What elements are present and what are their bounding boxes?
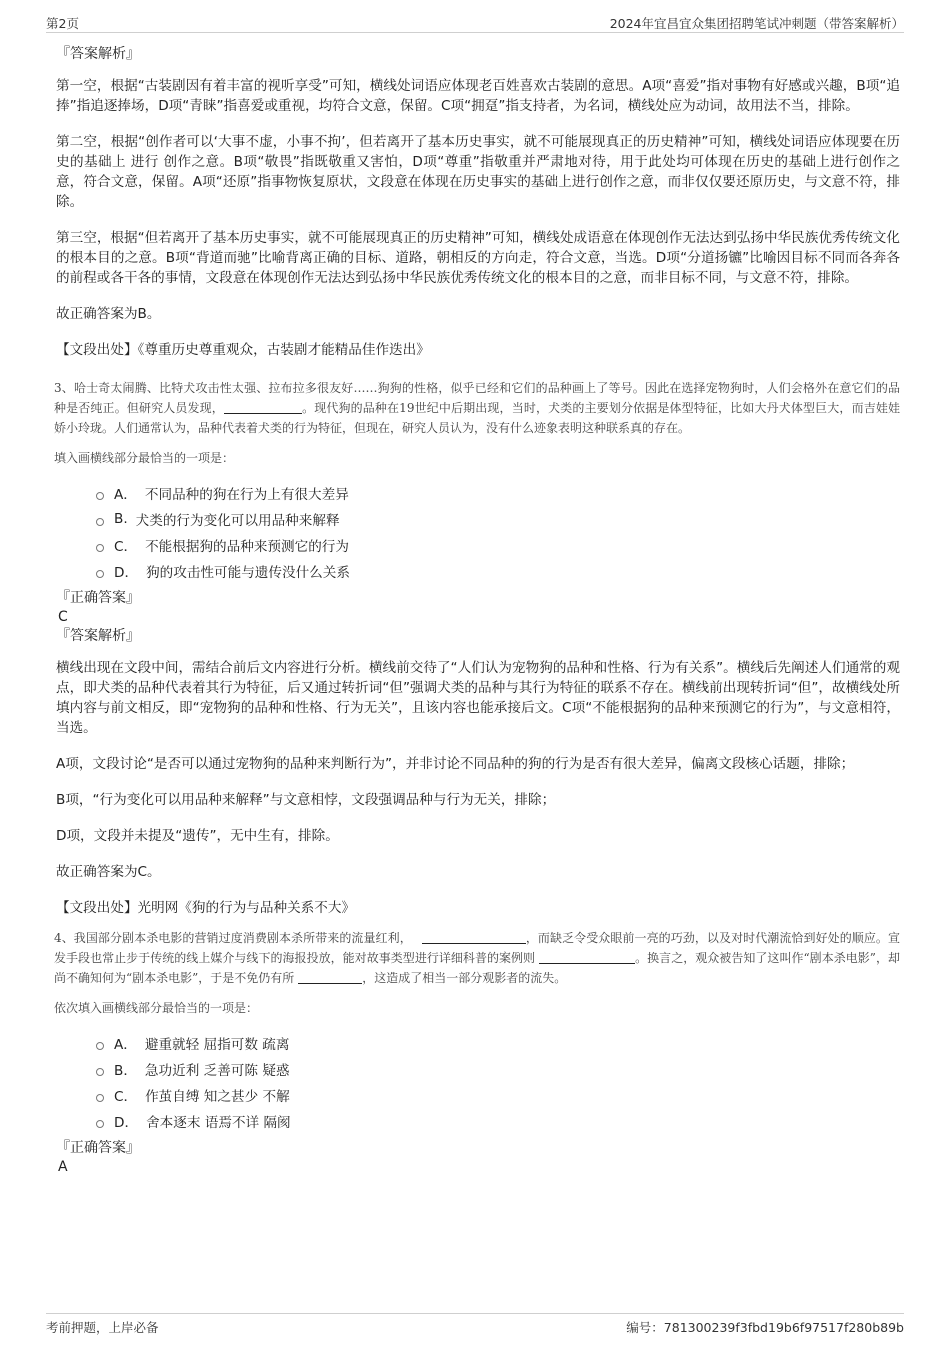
q3-answer: C xyxy=(58,609,68,625)
q3-answer-label: 『正确答案』 xyxy=(56,590,140,606)
radio-icon[interactable] xyxy=(96,1042,104,1050)
q4-option-c[interactable]: C． 作茧自缚 知之甚少 不解 xyxy=(96,1082,900,1108)
q3-blank xyxy=(224,399,302,414)
q4-stem-part4: ，这造成了相当一部分观影者的流失。 xyxy=(362,971,567,985)
q3-prompt: 填入画横线部分最恰当的一项是： xyxy=(54,451,235,465)
footer-slogan: 考前押题，上岸必备 xyxy=(46,1320,159,1335)
q3-source: 【文段出处】光明网《狗的行为与品种关系不大》 xyxy=(56,900,356,916)
page-number: 第2页 xyxy=(46,16,79,31)
q3-analysis-p4: D项，文段并未提及“遗传”，无中生有，排除。 xyxy=(56,828,339,844)
q3-stem xyxy=(54,378,900,438)
q2-analysis-label: 『答案解析』 xyxy=(56,46,140,62)
q4-answer-label: 『正确答案』 xyxy=(56,1140,140,1156)
q3-analysis-label: 『答案解析』 xyxy=(56,628,140,644)
q2-conclusion: 故正确答案为B。 xyxy=(56,306,161,322)
q4-blank-3 xyxy=(298,969,362,984)
q3-analysis-p1: 横线出现在文段中间，需结合前后文内容进行分析。横线前交待了“人们认为宠物狗的品种和性格、行为有关系”。横线后先阐述人们通常的观点，即犬类的品种代表着其行为特征，后又通过转折词“但”强调犬类的品种与其行为特征的联系不存在。横线前出现转折词“但”，故横线处所填内容与前文相反，即“宠物狗的品种和性格、行为无关”，且该内容也能承接后文。C项“不能根据狗的品种来预测它的行为”，与文意相符，当选。 xyxy=(56,660,900,736)
q4-stem-part2: ，而缺乏令受众眼前一亮的巧劲，以及对时代潮流恰到好处的顺应。宣发手段也常止步于传统的线上媒介与线下的海报投放，能对故事类型进行详细科普的案例则 xyxy=(54,931,900,965)
q4-prompt: 依次填入画横线部分最恰当的一项是： xyxy=(54,1001,259,1015)
page-footer xyxy=(46,1313,904,1336)
radio-icon[interactable] xyxy=(96,1094,104,1102)
q3-stem-part1: 3、哈士奇太闹腾、比特犬攻击性太强、拉布拉多很友好……狗狗的性格，似乎已经和它们的品种画上了等号。因此在选择宠物狗时，人们会格外在意它们的品种是否纯正。但研究人员发现， xyxy=(54,381,900,415)
q4-option-b[interactable]: B． 急功近利 乏善可陈 疑惑 xyxy=(96,1056,900,1082)
radio-icon[interactable] xyxy=(96,570,104,578)
q4-blank-2 xyxy=(539,949,635,964)
q2-analysis-p2: 第二空，根据“创作者可以‘大事不虚，小事不拘’，但若离开了基本历史事实，就不可能展现真正的历史精神”可知，横线处词语应体现要在历史的基础上 进行 创作之意。B项“敬畏”指既敬重又害怕，D项“尊重”指敬重并严肃地对待，用于此处均可体现在历史的基础上进行创作之意，符合文意，保留。A项“还原”指事物恢复原状，文段意在体现在历史事实的基础上进行创作之意，而非仅仅要还原历史，与文意不符，排除。 xyxy=(56,134,900,210)
q3-option-a[interactable]: A． 不同品种的狗在行为上有很大差异 xyxy=(96,480,900,506)
q3-stem-part2: 。现代狗的品种在19世纪中后期出现，当时，犬类的主要划分依据是体型特征，比如大丹犬体型巨大，而吉娃娃娇小玲珑。人们通常认为，品种代表着犬类的行为特征，但现在，研究人员认为，没有什么迹象表明这种联系真的存在。 xyxy=(54,401,900,435)
q4-answer: A xyxy=(58,1159,68,1175)
q4-blank-1 xyxy=(422,929,526,944)
q4-option-a[interactable]: A． 避重就轻 屈指可数 疏离 xyxy=(96,1030,900,1056)
document-title: 2024年宜昌宜众集团招聘笔试冲刺题（带答案解析） xyxy=(609,16,904,31)
q4-options xyxy=(96,1030,900,1134)
radio-icon[interactable] xyxy=(96,492,104,500)
radio-icon[interactable] xyxy=(96,1120,104,1128)
q2-source: 【文段出处】《尊重历史尊重观众，古装剧才能精品佳作迭出》 xyxy=(56,342,430,358)
page-header xyxy=(46,12,904,33)
q3-option-c[interactable]: C． 不能根据狗的品种来预测它的行为 xyxy=(96,532,900,558)
q2-analysis-p1: 第一空，根据“古装剧因有着丰富的视听享受”可知，横线处词语应体现老百姓喜欢古装剧的意思。A项“喜爱”指对事物有好感或兴趣，B项“追捧”指追逐捧场，D项“青睐”指喜爱或重视，均符合文意，保留。C项“拥趸”指支持者，为名词，横线处应为动词，故用法不当，排除。 xyxy=(56,78,900,114)
q3-analysis-p2: A项，文段讨论“是否可以通过宠物狗的品种来判断行为”，并非讨论不同品种的狗的行为是否有很大差异，偏离文段核心话题，排除； xyxy=(56,756,855,772)
q4-stem-part3: 。换言之，观众被告知了这叫作“剧本杀电影”，却尚不确知何为“剧本杀电影”，于是不免仍有所 xyxy=(54,951,900,985)
q3-conclusion: 故正确答案为C。 xyxy=(56,864,161,880)
q3-option-d[interactable]: D． 狗的攻击性可能与遗传没什么关系 xyxy=(96,558,900,584)
q4-stem-part1: 4、我国部分剧本杀电影的营销过度消费剧本杀所带来的流量红利， xyxy=(54,931,412,945)
q2-analysis-p3: 第三空，根据“但若离开了基本历史事实，就不可能展现真正的历史精神”可知，横线处成语意在体现创作无法达到弘扬中华民族优秀传统文化的根本目的之意。B项“背道而驰”比喻背离正确的目标、道路，朝相反的方向走，符合文意，当选。D项“分道扬镳”比喻因目标不同而各奔各的前程或各干各的事情，文段意在体现创作无法达到弘扬中华民族优秀传统文化的根本目的之意，而非目标不同，与文意不符，排除。 xyxy=(56,230,900,286)
main-content xyxy=(56,44,900,1176)
radio-icon[interactable] xyxy=(96,1068,104,1076)
q3-analysis-p3: B项，“行为变化可以用品种来解释”与文意相悖，文段强调品种与行为无关，排除； xyxy=(56,792,556,808)
radio-icon[interactable] xyxy=(96,518,104,526)
q4-stem xyxy=(54,928,900,988)
q3-options xyxy=(96,480,900,584)
document-id: 编号：781300239f3fbd19b6f97517f280b89b xyxy=(626,1320,904,1335)
radio-icon[interactable] xyxy=(96,544,104,552)
q3-option-b[interactable]: B. 犬类的行为变化可以用品种来解释 xyxy=(96,506,900,532)
q4-option-d[interactable]: D． 舍本逐末 语焉不详 隔阂 xyxy=(96,1108,900,1134)
